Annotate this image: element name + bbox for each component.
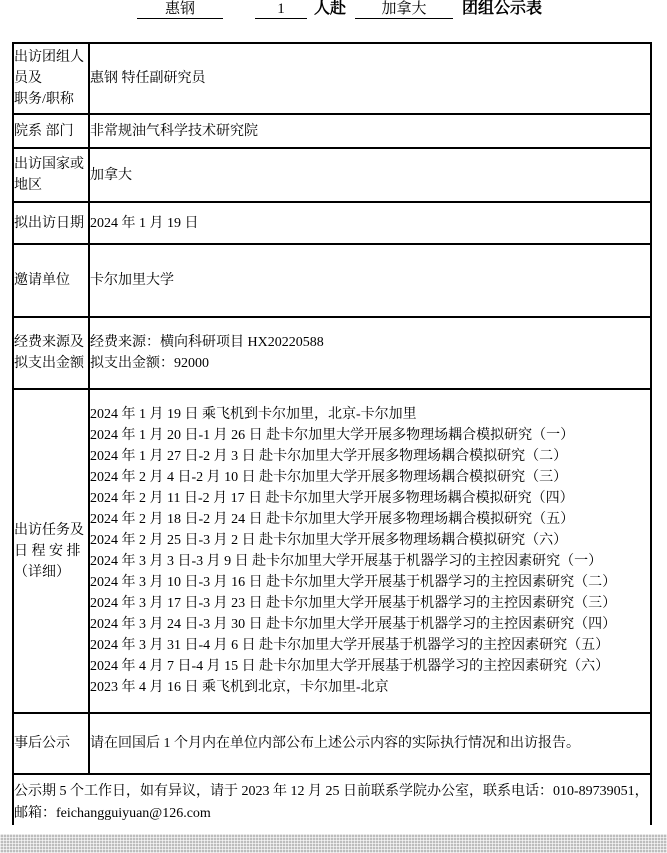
row-schedule bbox=[13, 389, 651, 713]
schedule-item: 2024 年 2 月 18 日-2 月 24 日 赴卡尔加里大学开展多物理场耦合模拟研究（五） bbox=[90, 512, 575, 527]
schedule-list bbox=[89, 389, 651, 713]
title-country: 加拿大 bbox=[355, 0, 453, 19]
schedule-item: 2024 年 3 月 31 日-4 月 6 日 赴卡尔加里大学开展基于机器学习的主控因素研究（五） bbox=[90, 638, 610, 653]
label-date: 拟出访日期 bbox=[13, 202, 89, 244]
schedule-item: 2024 年 3 月 17 日-3 月 23 日 赴卡尔加里大学开展基于机器学习的主控因素研究（三） bbox=[90, 596, 617, 611]
label-department: 院系 部门 bbox=[13, 114, 89, 148]
value-date: 2024 年 1 月 19 日 bbox=[89, 202, 651, 244]
title-text1: 人赴 bbox=[314, 0, 347, 17]
footer-note bbox=[13, 774, 651, 825]
schedule-item: 2023 年 4 月 16 日 乘飞机到北京，卡尔加里-北京 bbox=[90, 680, 389, 695]
label-after: 事后公示 bbox=[13, 713, 89, 774]
schedule-item: 2024 年 3 月 10 日-3 月 16 日 赴卡尔加里大学开展基于机器学习的主控因素研究（二） bbox=[90, 575, 617, 590]
schedule-item: 2024 年 2 月 4 日-2 月 10 日 赴卡尔加里大学开展多物理场耦合模拟研究（三） bbox=[90, 470, 568, 485]
schedule-item: 2024 年 3 月 24 日-3 月 30 日 赴卡尔加里大学开展基于机器学习的主控因素研究（四） bbox=[90, 617, 617, 632]
label-members: 出访团组人 员及 职务/职称 bbox=[13, 43, 89, 114]
schedule-item: 2024 年 3 月 3 日-3 月 9 日 赴卡尔加里大学开展基于机器学习的主控因素研究（一） bbox=[90, 554, 603, 569]
publicity-table bbox=[12, 42, 652, 825]
row-footer bbox=[13, 774, 651, 825]
document-title bbox=[0, 0, 667, 22]
label-schedule: 出访任务及 日 程 安 排 （详细） bbox=[13, 389, 89, 713]
schedule-item: 2024 年 1 月 19 日 乘飞机到卡尔加里，北京-卡尔加里 bbox=[90, 407, 417, 422]
schedule-item: 2024 年 2 月 25 日-3 月 2 日 赴卡尔加里大学开展多物理场耦合模拟研究（六） bbox=[90, 533, 568, 548]
row-funding bbox=[13, 317, 651, 389]
value-department: 非常规油气科学技术研究院 bbox=[89, 114, 651, 148]
title-text2: 团组公示表 bbox=[462, 0, 543, 17]
schedule-item: 2024 年 1 月 20 日-1 月 26 日 赴卡尔加里大学开展多物理场耦合模拟研究（一） bbox=[90, 428, 575, 443]
title-name: 惠钢 bbox=[137, 0, 223, 19]
page-break-overlay bbox=[0, 834, 667, 853]
value-inviter: 卡尔加里大学 bbox=[89, 244, 651, 317]
footer-line1: 公示期 5 个工作日，如有异议，请于 2023 年 12 月 25 日前联系学院办公室，联系电话：010-89739051， bbox=[14, 784, 649, 799]
row-members bbox=[13, 43, 651, 114]
row-department bbox=[13, 114, 651, 148]
footer-line2: 邮箱：feichangguiyuan@126.com bbox=[14, 806, 211, 821]
row-inviter bbox=[13, 244, 651, 317]
value-funding: 经费来源：横向科研项目 HX20220588 拟支出金额：92000 bbox=[89, 317, 651, 389]
row-country bbox=[13, 148, 651, 202]
label-funding: 经费来源及 拟支出金额 bbox=[13, 317, 89, 389]
row-date bbox=[13, 202, 651, 244]
label-country: 出访国家或 地区 bbox=[13, 148, 89, 202]
value-members: 惠钢 特任副研究员 bbox=[89, 43, 651, 114]
schedule-item: 2024 年 4 月 7 日-4 月 15 日 赴卡尔加里大学开展基于机器学习的主控因素研究（六） bbox=[90, 659, 610, 674]
title-count: 1 bbox=[255, 0, 307, 19]
schedule-item: 2024 年 2 月 11 日-2 月 17 日 赴卡尔加里大学开展多物理场耦合模拟研究（四） bbox=[90, 491, 574, 506]
row-after bbox=[13, 713, 651, 774]
value-country: 加拿大 bbox=[89, 148, 651, 202]
value-after: 请在回国后 1 个月内在单位内部公布上述公示内容的实际执行情况和出访报告。 bbox=[89, 713, 651, 774]
label-inviter: 邀请单位 bbox=[13, 244, 89, 317]
schedule-item: 2024 年 1 月 27 日-2 月 3 日 赴卡尔加里大学开展多物理场耦合模拟研究（二） bbox=[90, 449, 568, 464]
